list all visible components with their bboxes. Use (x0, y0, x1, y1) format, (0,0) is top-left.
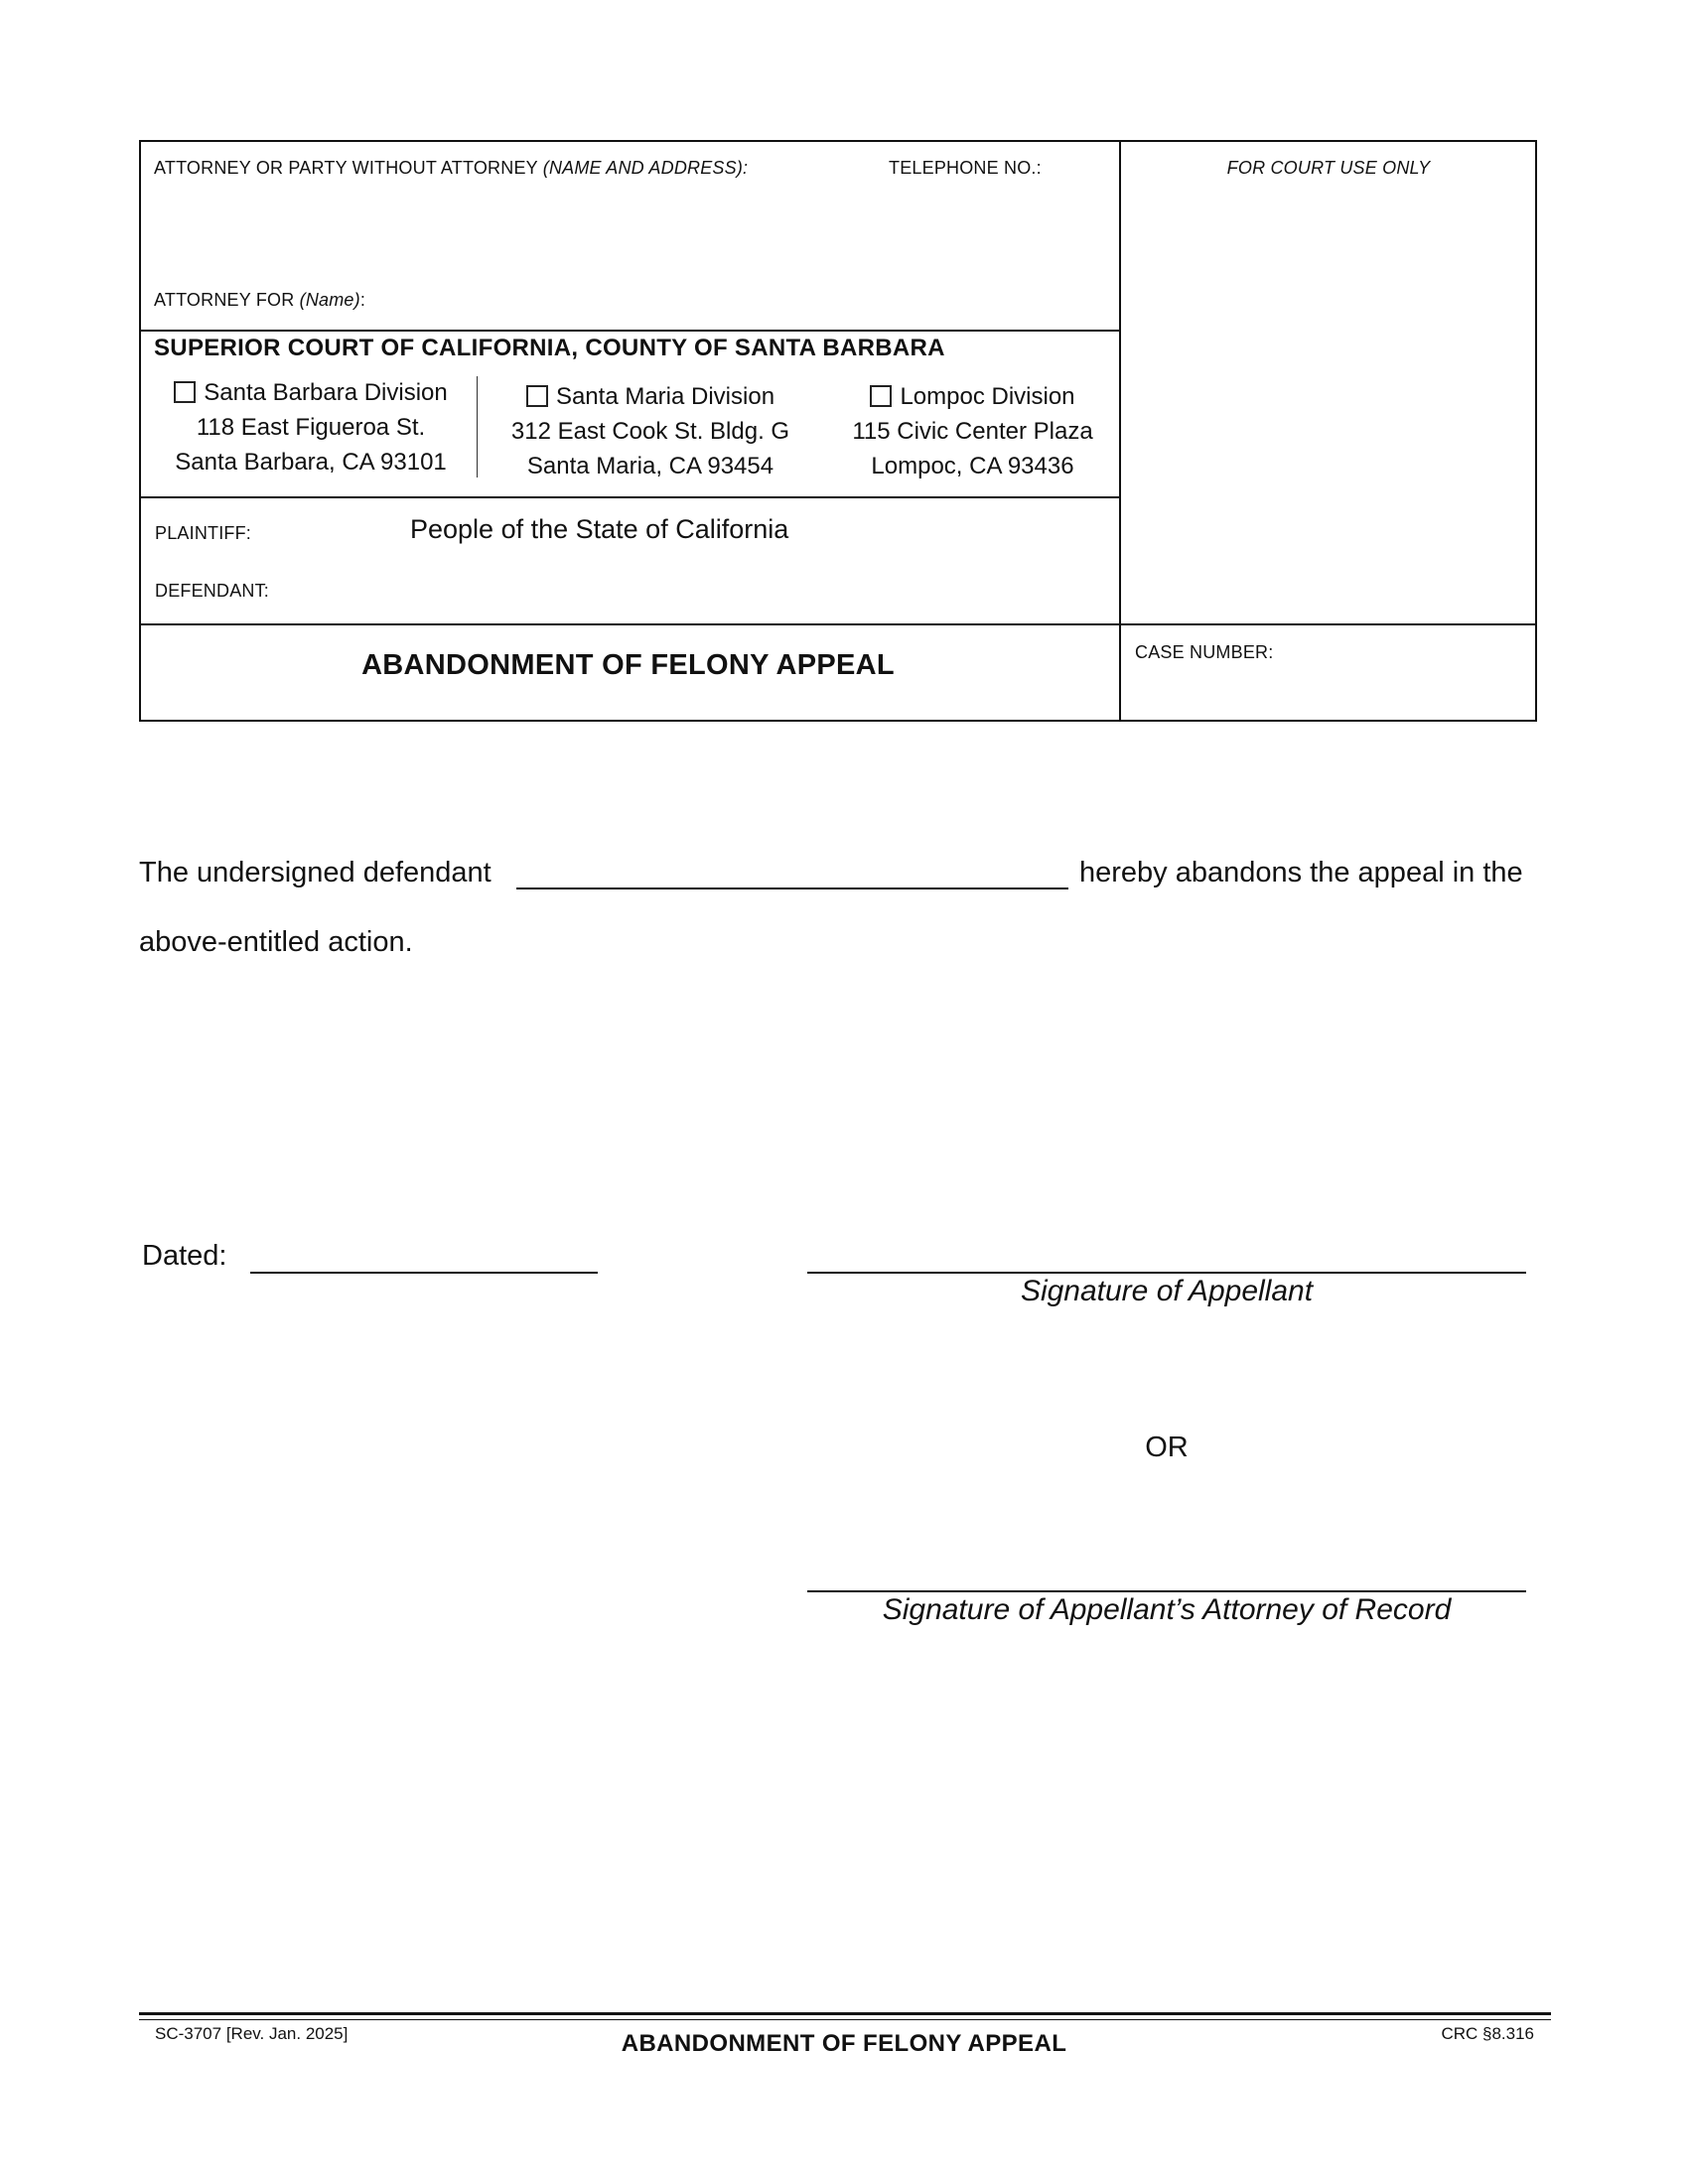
court-name: SUPERIOR COURT OF CALIFORNIA, COUNTY OF SANTA BARBARA (154, 335, 945, 361)
footer-rule-thin (139, 2019, 1551, 2020)
defendant-field[interactable] (298, 571, 943, 607)
division-name: Santa Barbara Division (204, 379, 448, 406)
attorney-for-label-text: ATTORNEY FOR (154, 290, 295, 310)
court-use-label: FOR COURT USE ONLY (1226, 158, 1431, 178)
attorney-name-address-field[interactable] (154, 184, 968, 283)
or-text: OR (1145, 1432, 1189, 1463)
division-street: 312 East Cook St. Bldg. G (510, 418, 790, 445)
division-lompoc (836, 379, 1109, 483)
attorney-for-label (154, 290, 365, 311)
plaintiff-label: PLAINTIFF: (155, 523, 252, 543)
body-line1-after: hereby abandons the appeal in the (1079, 857, 1523, 888)
defendant-label: DEFENDANT: (155, 581, 270, 601)
caption-divider-attorney (141, 330, 1119, 332)
attorney-signature-line[interactable] (807, 1590, 1526, 1592)
form-number: SC-3707 [Rev. Jan. 2025] (155, 2024, 349, 2043)
attorney-label-text: ATTORNEY OR PARTY WITHOUT ATTORNEY (154, 158, 538, 178)
attorney-for-label-italic: (Name) (299, 290, 360, 310)
division-santa-barbara (157, 375, 465, 479)
checkbox-santa-maria[interactable] (526, 385, 548, 407)
division-santa-maria (496, 379, 804, 483)
division-city: Santa Barbara, CA 93101 (175, 449, 447, 476)
attorney-signature-caption: Signature of Appellant’s Attorney of Record (882, 1593, 1452, 1626)
division-street: 115 Civic Center Plaza (852, 418, 1093, 445)
appellant-signature-caption: Signature of Appellant (1020, 1275, 1314, 1307)
defendant-name-blank[interactable] (516, 887, 1068, 889)
body-line1-before: The undersigned defendant (139, 857, 492, 888)
attorney-label-italic: (NAME AND ADDRESS): (542, 158, 749, 178)
appellant-signature-line[interactable] (807, 1272, 1526, 1274)
division-name: Santa Maria Division (555, 383, 775, 410)
case-number-field[interactable] (1135, 667, 1527, 712)
caption-divider-court (141, 496, 1119, 498)
checkbox-santa-barbara[interactable] (174, 381, 196, 403)
footer-rule-thick (139, 2012, 1551, 2015)
dated-blank[interactable] (250, 1272, 598, 1274)
checkbox-lompoc[interactable] (870, 385, 892, 407)
division-separator (477, 376, 478, 478)
division-city: Santa Maria, CA 93454 (526, 453, 774, 479)
telephone-label: TELEPHONE NO.: (889, 158, 1042, 178)
division-name: Lompoc Division (900, 383, 1075, 410)
rule-citation: CRC §8.316 (1441, 2024, 1534, 2043)
document-title: ABANDONMENT OF FELONY APPEAL (361, 649, 895, 681)
dated-label: Dated: (142, 1240, 227, 1272)
footer-title: ABANDONMENT OF FELONY APPEAL (621, 2030, 1067, 2057)
attorney-label (154, 158, 748, 179)
division-city: Lompoc, CA 93436 (871, 453, 1074, 479)
case-number-label: CASE NUMBER: (1135, 642, 1274, 662)
caption-divider-title (141, 623, 1535, 625)
division-street: 118 East Figueroa St. (196, 414, 426, 441)
caption-vertical-divider (1119, 142, 1121, 720)
body-line2: above-entitled action. (139, 926, 413, 958)
attorney-for-colon: : (359, 290, 366, 310)
plaintiff-value[interactable]: People of the State of California (410, 514, 789, 544)
